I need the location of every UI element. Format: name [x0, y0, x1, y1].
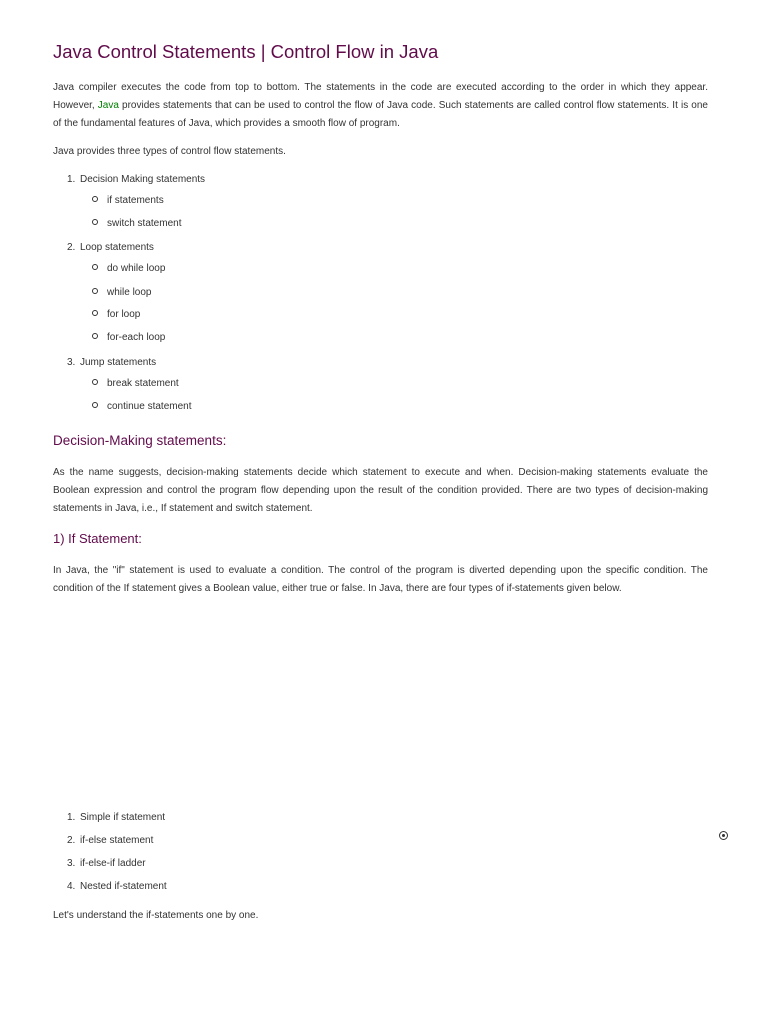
bullet-icon [92, 310, 98, 316]
list-number: 3. [67, 858, 76, 869]
page-title: Java Control Statements | Control Flow in Java [53, 41, 439, 62]
list-label: Nested if-statement [80, 881, 167, 892]
list-label: Jump statements [80, 357, 157, 368]
sub-list-label: continue statement [107, 401, 192, 412]
sub-list-label: for loop [107, 309, 141, 320]
if-heading: 1) If Statement: [53, 531, 142, 546]
sub-list-label: break statement [107, 378, 179, 389]
bullet-icon [92, 219, 98, 225]
bullet-icon [92, 288, 98, 294]
sub-list-item [92, 309, 140, 320]
sub-list-item [92, 401, 192, 412]
list-number: 1. [67, 812, 76, 823]
bullet-icon [92, 196, 98, 202]
list-number: 2. [67, 835, 76, 846]
list-item [67, 242, 154, 253]
list-item [67, 881, 167, 892]
if-paragraph: In Java, the "if" statement is used to evaluate a condition. The control of the program is diverted depending upon the specific condition. The condition of the If statement gives a Boolean value, either true or false. In Java, there are four types of if-statements given below. [53, 565, 708, 594]
sub-list-label: do while loop [107, 263, 166, 274]
close-circle-icon[interactable] [719, 831, 728, 840]
list-item [67, 174, 205, 185]
list-label: Simple if statement [80, 812, 166, 823]
list-item [67, 357, 156, 368]
sub-list-label: while loop [107, 287, 152, 298]
list-label: Loop statements [80, 242, 154, 253]
intro-text-end: provides statements that can be used to control the flow of Java code. Such statements are called control flow statements. It is one of the fundamental features of Java, which provides a smooth flow of program. [53, 100, 708, 129]
types-intro: Java provides three types of control flow statements. [53, 146, 286, 157]
list-number: 1. [67, 174, 76, 185]
sub-list-item [92, 195, 164, 206]
decision-heading: Decision-Making statements: [53, 433, 227, 448]
list-number: 2. [67, 242, 76, 253]
bullet-icon [92, 264, 98, 270]
java-link[interactable]: Java [97, 100, 119, 111]
sub-list-label: for-each loop [107, 332, 166, 343]
bullet-icon [92, 379, 98, 385]
intro-text-start: Java compiler executes the code from top to bottom. The statements in the code are executed according to the order in which they appear. However, [53, 82, 708, 111]
list-label: if-else-if ladder [80, 858, 146, 869]
bullet-icon [92, 333, 98, 339]
sub-list-label: switch statement [107, 218, 182, 229]
sub-list-item [92, 263, 165, 274]
sub-list-item [92, 332, 165, 343]
list-item [67, 835, 153, 846]
list-label: if-else statement [80, 835, 154, 846]
list-item [67, 858, 146, 869]
decision-paragraph: As the name suggests, decision-making statements decide which statement to execute and when. Decision-making statements evaluate the Boolean expression and control the program flow depending upon the result of the condition provided. There are two types of decision-making statements in Java, i.e., If statement and switch statement. [53, 467, 708, 514]
list-number: 4. [67, 881, 76, 892]
bullet-icon [92, 402, 98, 408]
sub-list-label: if statements [107, 195, 164, 206]
list-item [67, 812, 165, 823]
sub-list-item [92, 218, 181, 229]
closing-paragraph: Let's understand the if-statements one by one. [53, 910, 259, 921]
list-label: Decision Making statements [80, 174, 206, 185]
list-number: 3. [67, 357, 76, 368]
intro-paragraph [53, 79, 708, 133]
sub-list-item [92, 378, 179, 389]
sub-list-item [92, 287, 151, 298]
